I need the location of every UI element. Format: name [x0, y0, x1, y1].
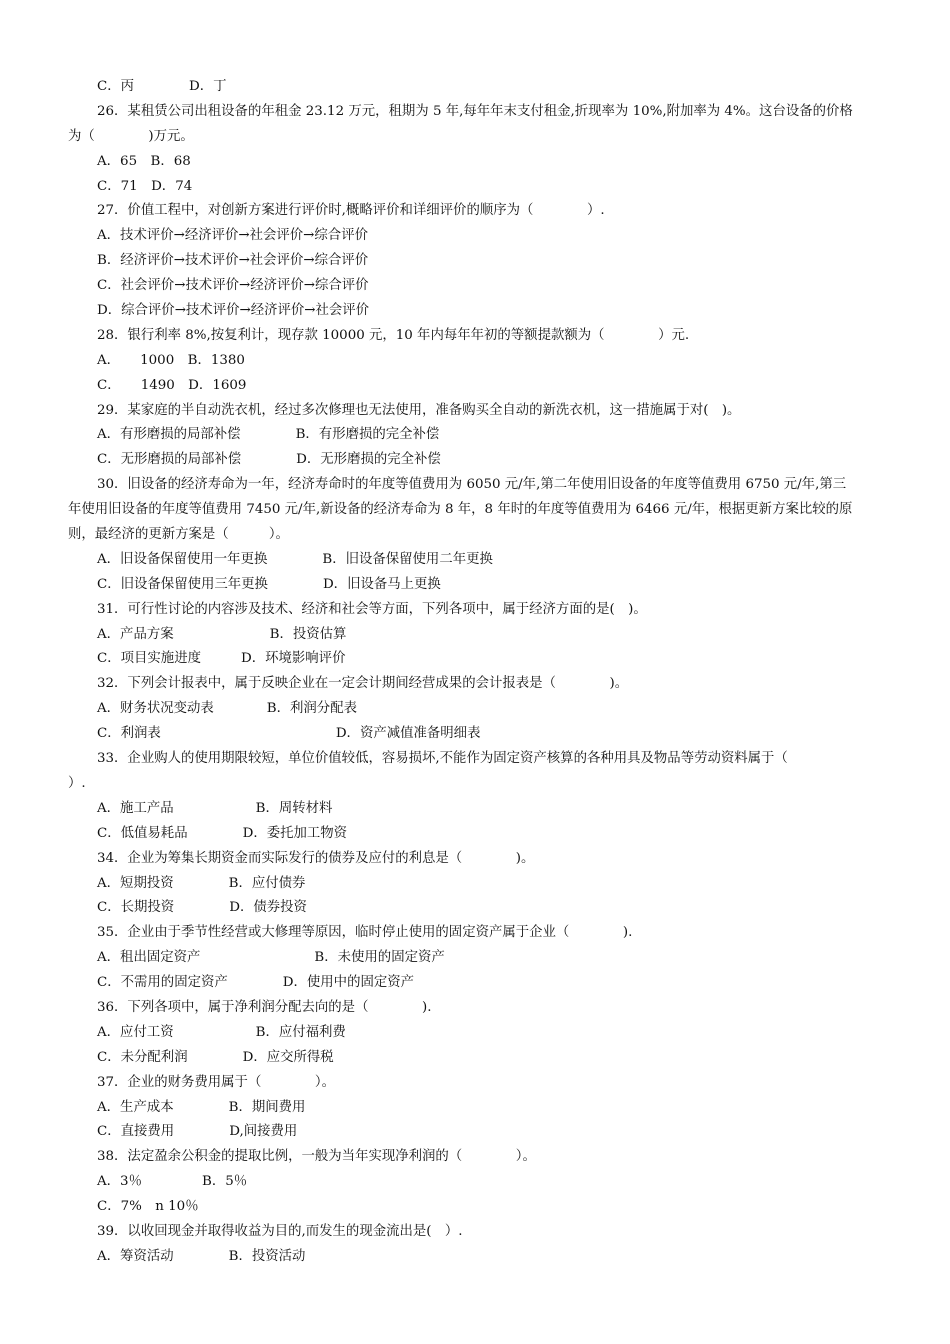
- text-line: [68, 971, 884, 996]
- option-left: C．不需用的固定资产: [97, 975, 228, 991]
- text-line: [68, 697, 884, 722]
- text-line: D．综合评价→技术评价→经济评价→社会评价: [97, 303, 370, 319]
- option-right: B．周转材料: [255, 800, 333, 816]
- option-right: B．应付债券: [228, 875, 306, 891]
- option-left: A．应付工资: [97, 1024, 174, 1040]
- option-left: C．丙: [97, 79, 135, 94]
- text-line: B．经济评价→技术评价→社会评价→综合评价: [97, 253, 369, 269]
- text-line: [68, 1021, 884, 1046]
- text-line: [68, 1096, 884, 1121]
- text-line: 30．旧设备的经济寿命为一年，经济寿命时的年度等值费用为 6050 元/年,第二年使用旧设备的年度等值费用 6750 元/年,第三: [97, 477, 847, 493]
- text-line: [68, 423, 884, 448]
- option-right: B．有形磨损的完全补偿: [295, 427, 440, 443]
- text-line: [68, 896, 884, 921]
- option-right: D．资产减值准备明细表: [335, 726, 481, 742]
- text-line: 年使用旧设备的年度等值费用 7450 元/年,新设备的经济寿命为 8 年，8 年时的年度等值费用为 6466 元/年，根据更新方案比较的原: [68, 502, 853, 518]
- option-left: C．旧设备保留使用三年更换: [97, 576, 268, 592]
- text-line: [68, 448, 884, 473]
- text-line: [68, 1245, 884, 1270]
- option-left: C．未分配利润: [97, 1049, 188, 1065]
- text-line: 39．以收回现金并取得收益为目的,而发生的现金流出是( ）.: [97, 1223, 463, 1239]
- option-right: B．期间费用: [228, 1099, 306, 1115]
- option-left: A．旧设备保留使用一年更换: [97, 551, 268, 567]
- option-left: C．直接费用: [97, 1124, 175, 1140]
- option-right: D．丁: [189, 79, 227, 94]
- text-line: [68, 1046, 884, 1071]
- text-line: C．社会评价→技术评价→经济评价→综合评价: [97, 278, 369, 294]
- option-left: A．产品方案: [97, 626, 174, 642]
- text-line: [68, 1120, 884, 1145]
- option-left: A．财务状况变动表: [97, 701, 214, 717]
- text-line: [68, 573, 884, 598]
- text-line: A． 1000 B．1380: [97, 352, 245, 368]
- option-left: A．短期投资: [97, 875, 174, 891]
- option-right: B．投资估算: [269, 626, 347, 642]
- option-right: D．委托加工物资: [242, 825, 348, 841]
- text-line: ）.: [68, 775, 86, 791]
- text-line: [68, 722, 884, 747]
- text-line: A．技术评价→经济评价→社会评价→综合评价: [97, 228, 368, 244]
- option-right: D．环境影响评价: [240, 651, 346, 667]
- text-line: A．65 B．68: [97, 153, 191, 169]
- text-line: [68, 1170, 884, 1195]
- option-left: A．3％: [97, 1174, 142, 1190]
- text-line: 31．可行性讨论的内容涉及技术、经济和社会等方面，下列各项中，属于经济方面的是( )。: [97, 601, 647, 617]
- option-right: D．旧设备马上更换: [322, 576, 441, 592]
- option-left: A．租出固定资产: [97, 950, 201, 966]
- option-right: D．无形磨损的完全补偿: [296, 452, 441, 468]
- option-right: B．旧设备保留使用二年更换: [322, 551, 493, 567]
- text-line: [68, 647, 884, 672]
- text-line: 35．企业由于季节性经营或大修理等原因，临时停止使用的固定资产属于企业（ ).: [97, 925, 633, 941]
- text-line: [68, 872, 884, 897]
- text-line: 33．企业购人的使用期限较短，单位价值较低，容易损坏,不能作为固定资产核算的各种用具及物品等劳动资料属于（: [97, 751, 788, 767]
- option-right: D．使用中的固定资产: [282, 975, 415, 991]
- option-left: A．生产成本: [97, 1099, 174, 1115]
- text-line: 32．下列会计报表中，属于反映企业在一定会计期间经营成果的会计报表是（ )。: [97, 676, 629, 692]
- option-right: D．应交所得税: [242, 1049, 334, 1065]
- option-left: C．低值易耗品: [97, 825, 188, 841]
- text-line: 38．法定盈余公积金的提取比例，一般为当年实现净利润的（ ）。: [97, 1149, 536, 1165]
- text-line: 36．下列各项中，属于净利润分配去向的是（ ).: [97, 999, 432, 1015]
- option-right: B．投资活动: [228, 1248, 306, 1264]
- text-line: [68, 946, 884, 971]
- option-right: D．债券投资: [229, 900, 307, 916]
- option-left: C．利润表: [97, 726, 161, 742]
- text-line: [68, 548, 884, 573]
- text-line: 28．银行利率 8%,按复利计，现存款 10000 元，10 年内每年年初的等额提款额为（ ）元.: [97, 327, 690, 343]
- option-right: B．应付福利费: [255, 1024, 346, 1040]
- text-line: C． 1490 D．1609: [97, 377, 247, 393]
- option-left: C．长期投资: [97, 900, 175, 916]
- option-right: D,间接费用: [229, 1124, 298, 1140]
- option-left: A．施工产品: [97, 800, 174, 816]
- option-right: B．未使用的固定资产: [314, 950, 445, 966]
- text-line: [68, 797, 884, 822]
- text-line: 29．某家庭的半自动洗衣机，经过多次修理也无法使用，准备购买全自动的新洗衣机，这一措施属于对( )。: [97, 402, 741, 418]
- text-line: 34．企业为筹集长期资金而实际发行的债券及应付的利息是（ )。: [97, 850, 535, 866]
- text-line: 为（ )万元。: [68, 128, 194, 144]
- text-line: 37．企业的财务费用属于（ ）。: [97, 1074, 335, 1090]
- text-line: 26．某租赁公司出租设备的年租金 23.12 万元，租期为 5 年,每年年末支付租金,折现率为 10%,附加率为 4%。这台设备的价格: [97, 103, 853, 119]
- text-line: 27．价值工程中，对创新方案进行评价时,概略评价和详细评价的顺序为（ ）.: [97, 203, 605, 219]
- text-line: C．71 D．74: [97, 178, 193, 194]
- option-left: C．项目实施进度: [97, 651, 201, 667]
- option-right: B．利润分配表: [266, 701, 357, 717]
- option-right: B．5％: [201, 1174, 248, 1190]
- text-line: C．7% n 10％: [97, 1199, 199, 1215]
- option-left: C．无形磨损的局部补偿: [97, 452, 242, 468]
- option-left: A．筹资活动: [97, 1248, 174, 1264]
- option-left: A．有形磨损的局部补偿: [97, 427, 241, 443]
- text-line: [68, 623, 884, 648]
- text-line: 则，最经济的更新方案是（ ）。: [68, 527, 289, 543]
- text-line: [68, 75, 884, 100]
- text-line: [68, 822, 884, 847]
